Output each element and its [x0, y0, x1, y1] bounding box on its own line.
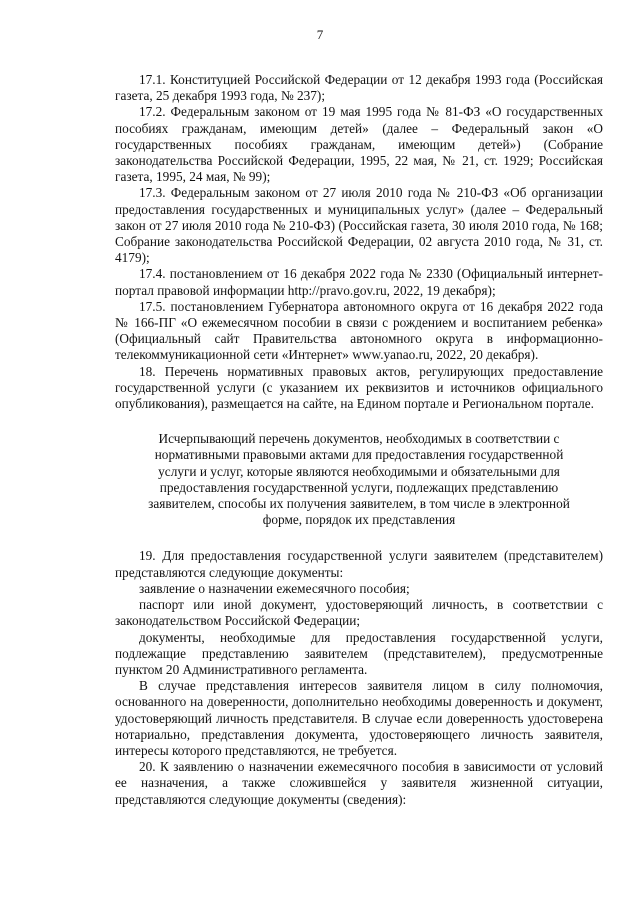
section-heading-line: Исчерпывающий перечень документов, необходимых в соответствии с	[158, 431, 560, 447]
paragraph-19-representative: В случае представления интересов заявителя лицом в силу полномочия, основанного на доверенности, дополнительно необходимы доверенность и документ, удостоверяющий личность представителя. В случае если доверенность удостоверена нотариально, представления документа, удостоверяющего личность заявителя, интересы которого представляются, не требуется.	[115, 678, 603, 758]
section-heading-line: форме, порядок их представления	[262, 512, 456, 528]
paragraph-19-item-documents: документы, необходимые для предоставления государственной услуги, подлежащие представлению заявителем (представителем), предусмотренные пунктом 20 Административного регламента.	[115, 629, 603, 677]
paragraph-17-1: 17.1. Конституцией Российской Федерации от 12 декабря 1993 года (Российская газета, 25 декабря 1993 года, № 237);	[115, 72, 603, 104]
section-heading-line: заявителем, способы их получения заявителем, в том числе в электронной	[148, 496, 570, 512]
paragraph-19-item-passport: паспорт или иной документ, удостоверяющий личность, в соответствии с законодательством Российской Федерации;	[115, 597, 603, 629]
section-heading-line: предоставления государственной услуги, подлежащих представлению	[159, 479, 559, 495]
document-body	[115, 72, 603, 808]
paragraph-17-5: 17.5. постановлением Губернатора автономного округа от 16 декабря 2022 года № 166-ПГ «О ежемесячном пособии в связи с рождением и воспитанием ребенка» (Официальный сайт Правительства автономного округа в информационно-телекоммуникационной сети «Интернет» www.yanao.ru, 2022, 20 декабря).	[115, 298, 603, 363]
section-heading-line: нормативными правовыми актами для предоставления государственной	[154, 447, 564, 463]
paragraph-17-4: 17.4. постановлением от 16 декабря 2022 года № 2330 (Официальный интернет-портал правовой информации http://pravo.gov.ru, 2022, 19 декабря);	[115, 266, 603, 298]
page-number: 7	[316, 27, 324, 42]
paragraph-17-2: 17.2. Федеральным законом от 19 мая 1995 года № 81-ФЗ «О государственных пособиях гражданам, имеющим детей» (далее – Федеральный закон «О государственных пособиях гражданам, имеющим детей») (Собрание законодательства Российской Федерации, 1995, 22 мая, № 21, ст. 1929; Российская газета, 1995, 24 мая, № 99);	[115, 104, 603, 185]
paragraph-17-3: 17.3. Федеральным законом от 27 июля 2010 года № 210-ФЗ «Об организации предоставления государственных и муниципальных услуг» (далее – Федеральный закон от 27 июля 2010 года № 210-ФЗ) (Российская газета, 30 июля 2010 года, № 168; Собрание законодательства Российской Федерации, 02 августа 2010 года, № 31, ст. 4179);	[115, 185, 603, 266]
section-heading-line: услуги и услуг, которые являются необходимыми и обязательными для	[158, 463, 560, 479]
paragraph-20: 20. К заявлению о назначении ежемесячного пособия в зависимости от условий ее назначения, а также сложившейся у заявителя жизненной ситуации, представляются следующие документы (сведения):	[115, 759, 603, 807]
section-heading	[115, 431, 603, 528]
paragraph-18: 18. Перечень нормативных правовых актов, регулирующих предоставление государственной услуги (с указанием их реквизитов и источников официального опубликования), размещается на сайте, на Едином портале и Региональном портале.	[115, 363, 603, 412]
paragraph-19-item-application: заявление о назначении ежемесячного пособия;	[139, 580, 410, 596]
paragraph-19: 19. Для предоставления государственной услуги заявителем (представителем) представляются следующие документы:	[115, 548, 603, 580]
